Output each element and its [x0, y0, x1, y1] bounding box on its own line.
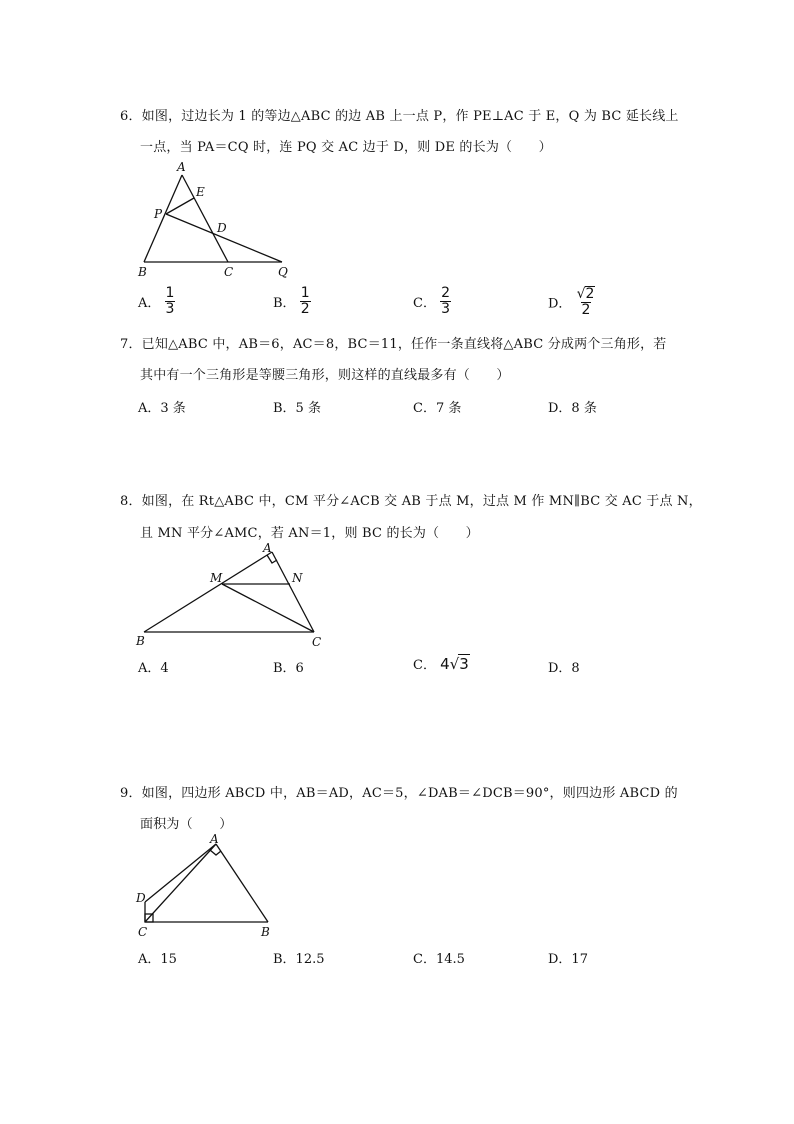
q9-stem-line1: 9．如图，四边形 ABCD 中，AB＝AD，AC＝5，∠DAB＝∠DCB＝90°，则四边形 ABCD 的	[120, 786, 678, 801]
q6-option-a-fraction: $\frac{1}{3}$	[165, 285, 175, 317]
q8-label-a: A	[263, 541, 272, 555]
q8-label-c: C	[312, 635, 322, 649]
q6-side-ac	[182, 175, 228, 262]
q6-figure	[130, 160, 300, 280]
q6-label-d: D	[217, 221, 227, 235]
q7-option-b[interactable]: B．5 条	[273, 401, 321, 416]
q7-option-a[interactable]: A．3 条	[138, 401, 186, 416]
q7-stem-line1: 7．已知△ABC 中，AB＝6，AC＝8，BC＝11，任作一条直线将△ABC 分成两个三角形，若	[120, 337, 667, 352]
q7-option-d[interactable]: D．8 条	[548, 401, 597, 416]
q8-stem-line2: 且 MN 平分∠AMC，若 AN＝1，则 BC 的长为（ ）	[140, 526, 479, 541]
q8-figure	[130, 538, 335, 650]
q6-option-c-label: C．	[413, 296, 436, 311]
q8-label-m: M	[210, 571, 223, 585]
q9-stem-line2: 面积为（ ）	[140, 817, 233, 832]
q8-label-b: B	[136, 634, 145, 648]
q8-option-d[interactable]: D．8	[548, 661, 580, 676]
q6-label-q: Q	[278, 265, 288, 279]
q6-label-b: B	[138, 265, 147, 279]
q8-side-ab	[144, 552, 272, 632]
q7-option-c[interactable]: C．7 条	[413, 401, 462, 416]
q8-segment-cm	[222, 584, 314, 632]
q6-option-c[interactable]	[413, 286, 451, 317]
q8-side-ac	[272, 552, 314, 632]
q8-option-b[interactable]: B．6	[273, 661, 304, 676]
q8-option-c[interactable]	[413, 654, 470, 673]
q6-option-b-fraction: $\frac{1}{2}$	[300, 285, 310, 317]
q9-diagonal-ac	[145, 844, 216, 922]
q7-stem-line2: 其中有一个三角形是等腰三角形，则这样的直线最多有（ ）	[140, 368, 510, 383]
q9-option-d[interactable]: D．17	[548, 952, 588, 967]
sqrt-icon: √	[449, 655, 460, 673]
q8-stem-line1: 8．如图，在 Rt△ABC 中，CM 平分∠ACB 交 AB 于点 M，过点 M 作 MN∥BC 交 AC 于点 N，	[120, 494, 702, 509]
q6-label-p: P	[154, 207, 163, 221]
q8-option-c-coef: 4	[440, 655, 450, 673]
q6-option-a[interactable]	[138, 286, 175, 317]
q9-option-c[interactable]: C．14.5	[413, 952, 465, 967]
q9-label-a: A	[210, 832, 219, 846]
q6-option-d[interactable]	[548, 286, 596, 318]
q6-option-a-label: A．	[138, 296, 161, 311]
q6-option-b[interactable]	[273, 286, 311, 317]
q9-label-c: C	[138, 925, 148, 939]
q9-side-ab	[216, 844, 268, 922]
q9-label-d: D	[136, 891, 146, 905]
q9-label-b: B	[261, 925, 270, 939]
q6-option-d-label: D．	[548, 296, 572, 312]
q6-stem-line1: 6．如图，过边长为 1 的等边△ABC 的边 AB 上一点 P，作 PE⊥AC 于 E，Q 为 BC 延长线上	[120, 109, 679, 124]
q8-label-n: N	[292, 571, 303, 585]
q6-label-a: A	[177, 160, 186, 174]
q8-option-c-radicand: 3	[459, 655, 469, 673]
q9-right-angle-mark-a	[210, 850, 221, 855]
q6-label-c: C	[224, 265, 234, 279]
q8-option-c-label: C．	[413, 658, 436, 673]
q8-option-a[interactable]: A．4	[138, 661, 169, 676]
q6-stem-line2: 一点，当 PA＝CQ 时，连 PQ 交 AC 边于 D，则 DE 的长为（ ）	[140, 140, 552, 155]
q6-label-e: E	[196, 185, 205, 199]
q9-figure	[130, 830, 280, 940]
q9-option-a[interactable]: A．15	[138, 952, 177, 967]
q6-option-b-label: B．	[273, 296, 296, 311]
q9-side-ad	[145, 844, 216, 902]
q9-option-b[interactable]: B．12.5	[273, 952, 325, 967]
q6-option-c-fraction: $\frac{2}{3}$	[441, 285, 451, 317]
sqrt-icon: √	[576, 286, 586, 302]
q6-option-d-fraction: $\frac{√2}{2}$	[576, 286, 595, 318]
